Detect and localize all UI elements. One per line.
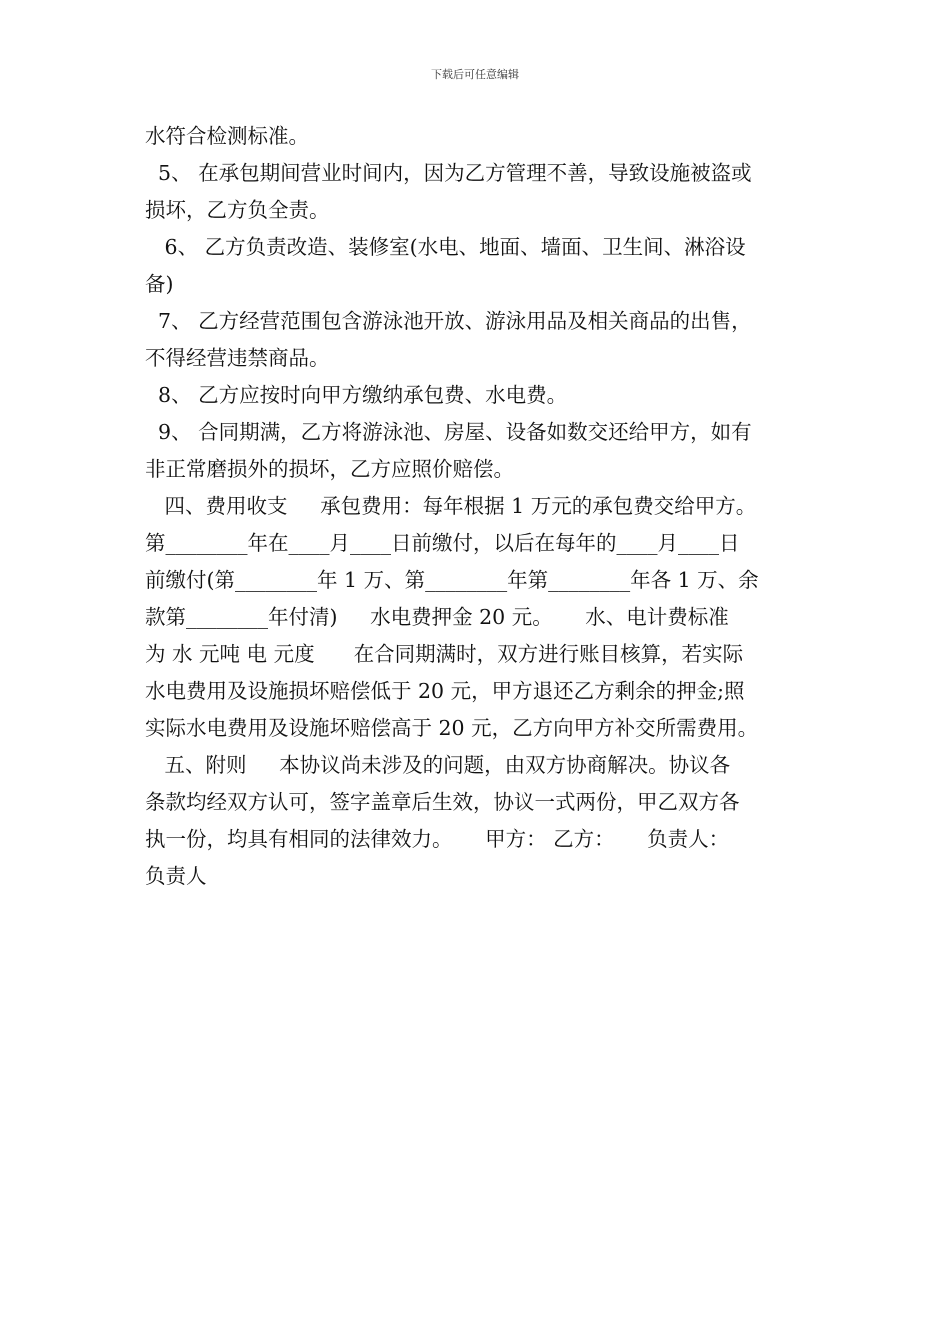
text-line: 为 水 元吨 电 元度 在合同期满时，双方进行账目核算，若实际	[145, 642, 744, 666]
text-line: 水电费用及设施损坏赔偿低于 20 元，甲方退还乙方剩余的押金;照	[145, 679, 745, 703]
text-line: 款第________年付清) 水电费押金 20 元。 水、电计费标准	[145, 605, 729, 629]
text-line: 前缴付(第________年 1 万、第________年第________年各 1 万、余	[145, 568, 759, 592]
text-line: 8、 乙方应按时向甲方缴纳承包费、水电费。	[145, 383, 568, 407]
text-line: 7、 乙方经营范围包含游泳池开放、游泳用品及相关商品的出售，	[145, 309, 752, 333]
text-line: 非正常磨损外的损坏，乙方应照价赔偿。	[145, 457, 514, 481]
text-line: 损坏，乙方负全责。	[145, 198, 330, 222]
text-line: 条款均经双方认可，签字盖章后生效，协议一式两份，甲乙双方各	[145, 790, 740, 814]
text-line: 实际水电费用及设施坏赔偿高于 20 元，乙方向甲方补交所需费用。	[145, 716, 759, 740]
text-line: 5、 在承包期间营业时间内，因为乙方管理不善，导致设施被盗或	[145, 161, 752, 185]
page-header: 下载后可任意编辑	[431, 68, 519, 81]
document-body	[145, 118, 825, 895]
text-line: 水符合检测标准。	[145, 124, 309, 148]
text-line: 备)	[145, 272, 174, 296]
text-line: 负责人	[145, 864, 207, 888]
text-line: 四、费用收支 承包费用：每年根据 1 万元的承包费交给甲方。	[145, 494, 757, 518]
text-line: 9、 合同期满，乙方将游泳池、房屋、设备如数交还给甲方，如有	[145, 420, 752, 444]
text-line: 6、 乙方负责改造、装修室(水电、地面、墙面、卫生间、淋浴设	[145, 235, 746, 259]
text-line: 不得经营违禁商品。	[145, 346, 330, 370]
text-line: 第________年在____月____日前缴付，以后在每年的____月____日	[145, 531, 740, 555]
text-line: 执一份，均具有相同的法律效力。 甲方： 乙方： 负责人：	[145, 827, 730, 851]
text-line: 五、附则 本协议尚未涉及的问题，由双方协商解决。协议各	[145, 753, 731, 777]
